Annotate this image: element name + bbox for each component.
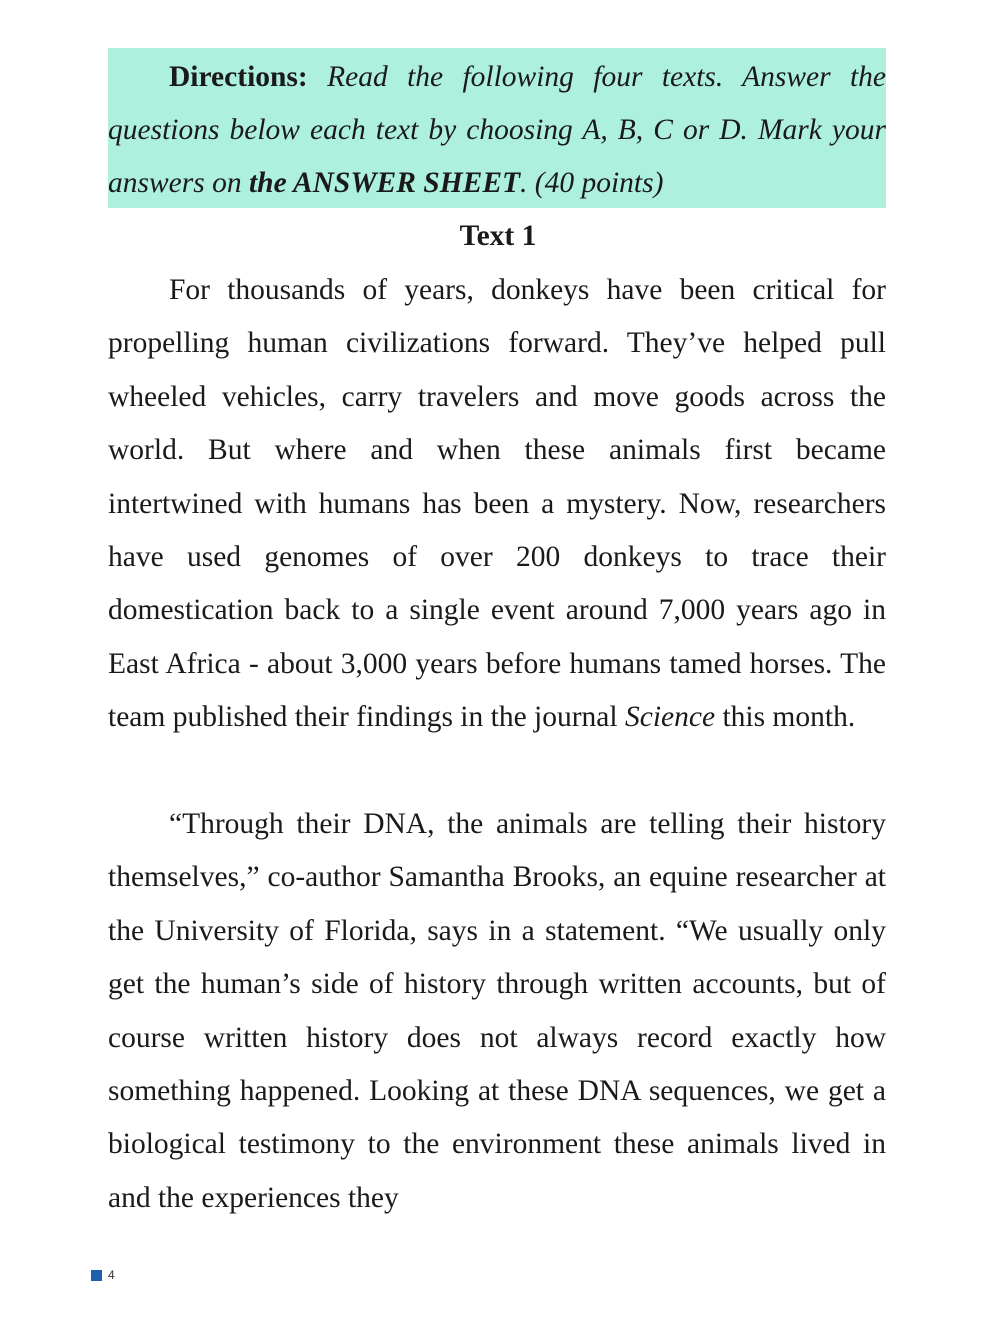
directions-points: . (40 points) [520,167,664,199]
directions-label: Directions: [169,61,308,93]
text-1-title: Text 1 [459,220,537,252]
journal-name: Science [624,701,716,734]
directions-instruction: Read the following four texts. Answer the questions below each text by choosing A, B, C or D. Mark your answers on [108,61,886,199]
paragraph-1 [108,264,886,745]
paragraph-1-end: this month. [715,701,856,734]
page-footer [91,1268,115,1282]
page-marker-icon [91,1270,102,1281]
directions [108,48,886,210]
paragraph-2: “Through their DNA, the animals are telling their history themselves,” co-author Samantha Brooks, an equine researcher at the University of Florida, says in a statement. “We usually only get the human’s side of history through written accounts, but of course written history does not always record exactly how something happened. Looking at these DNA sequences, we get a biological testimony to the environment these animals lived in and the experiences they [108,808,886,1214]
answer-sheet-reference: the ANSWER SHEET [248,167,521,199]
page-number: 4 [108,1268,115,1282]
paragraph-1-text: For thousands of years, donkeys have been critical for propelling human civilizations forward. They’ve helped pull wheeled vehicles, carry travelers and move goods across the world. But where and when these animals first became intertwined with humans has been a mystery. Now, researchers have used genomes of over 200 donkeys to trace their domestication back to a single event around 7,000 years ago in East Africa - about 3,000 years before humans tamed horses. The team published their findings in the journal [108,274,886,734]
